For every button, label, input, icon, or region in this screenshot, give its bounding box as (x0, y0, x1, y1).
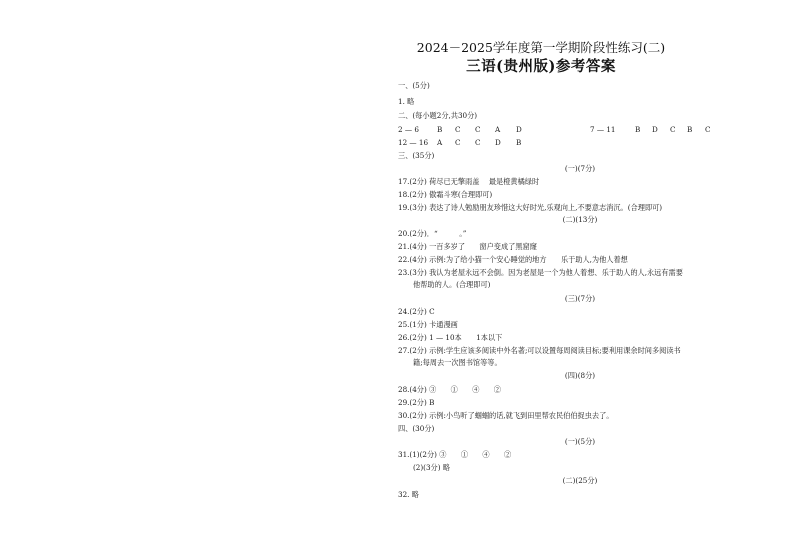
answer-24: 24.(2分) C (398, 307, 435, 316)
range-label: 7 — 11 (590, 125, 616, 134)
part-heading: (二)(13分) (562, 215, 598, 224)
answer-26: 26.(2分) 1 — 10本 1本以下 (398, 333, 503, 342)
answer-1: 1. 略 (398, 97, 415, 106)
section-one-heading: 一、(5分) (398, 81, 430, 90)
choice-answer: B (516, 138, 522, 147)
section-three-heading: 三、(35分) (398, 151, 435, 160)
choice-answer: C (455, 138, 461, 147)
answer-20: 20.(2分)．“ 。” (398, 229, 467, 238)
part-heading: (一)(5分) (564, 437, 596, 446)
answer-21: 21.(4分) 一百多岁了 窗户变成了黑窟窿 (398, 242, 537, 251)
choice-answer: A (437, 138, 443, 147)
answer-27: 27.(2分) 示例:学生应该多阅读中外名著;可以设置每周阅读目标;要利用课余时间多阅读书 (398, 346, 681, 355)
answer-23: 23.(3分) 我认为老屋永远不会倒。因为老屋是一个为他人着想、乐于助人的人,永远有需要 (398, 268, 683, 277)
part-heading: (四)(8分) (564, 371, 596, 380)
choice-answer: C (475, 125, 481, 134)
answer-29: 29.(2分) B (398, 398, 435, 407)
document-title: 2024－2025学年度第一学期阶段性练习(二) (416, 40, 666, 55)
part-heading: (二)(25分) (562, 476, 598, 485)
answer-30: 30.(2分) 示例:小鸟听了蝈蝈的话,就飞到田里帮农民伯伯捉虫去了。 (398, 411, 614, 420)
section-four-heading: 四、(30分) (398, 424, 435, 433)
part-heading: (三)(7分) (564, 294, 596, 303)
answer-17: 17.(2分) 荷尽已无擎雨盖 最是橙黄橘绿时 (398, 177, 540, 186)
answer-18: 18.(2分) 傲霜斗寒(合理即可) (398, 190, 493, 199)
section-two-heading: 二、(每小题2分,共30分) (398, 111, 478, 120)
answer-28: 28.(4分) ③ ① ④ ② (398, 385, 501, 394)
choice-answer: B (635, 125, 641, 134)
choice-answer: D (652, 125, 658, 134)
choice-answer: D (516, 125, 522, 134)
choice-answer: C (670, 125, 676, 134)
range-label: 2 — 6 (398, 125, 419, 134)
choice-answer: C (475, 138, 481, 147)
answer-19: 19.(3分) 表达了诗人勉励朋友珍惜这大好时光,乐观向上,不要意志消沉。(合理即可) (398, 203, 663, 212)
choice-answer: C (705, 125, 711, 134)
choice-answer: C (455, 125, 461, 134)
choice-answer: B (687, 125, 693, 134)
range-label: 12 — 16 (398, 138, 429, 147)
answer-22: 22.(4分) 示例:为了给小猫一个安心睡觉的地方 乐于助人,为他人着想 (398, 255, 628, 264)
part-heading: (一)(7分) (564, 164, 596, 173)
answer-32: 32. 略 (398, 490, 419, 499)
choice-answer: B (437, 125, 443, 134)
choice-answer: A (495, 125, 501, 134)
answer-23-continued: 他帮助的人。(合理即可) (413, 280, 491, 289)
choice-answer: D (495, 138, 501, 147)
answer-27-continued: 籍;每周去一次图书馆等等。 (413, 358, 502, 367)
answer-31-part-2: (2)(3分) 略 (413, 463, 451, 472)
answer-31: 31.(1)(2分) ③ ① ④ ② (398, 450, 512, 459)
document-subtitle: 三语(贵州版)参考答案 (466, 58, 616, 75)
answer-25: 25.(1分) 卡通漫画 (398, 320, 458, 329)
